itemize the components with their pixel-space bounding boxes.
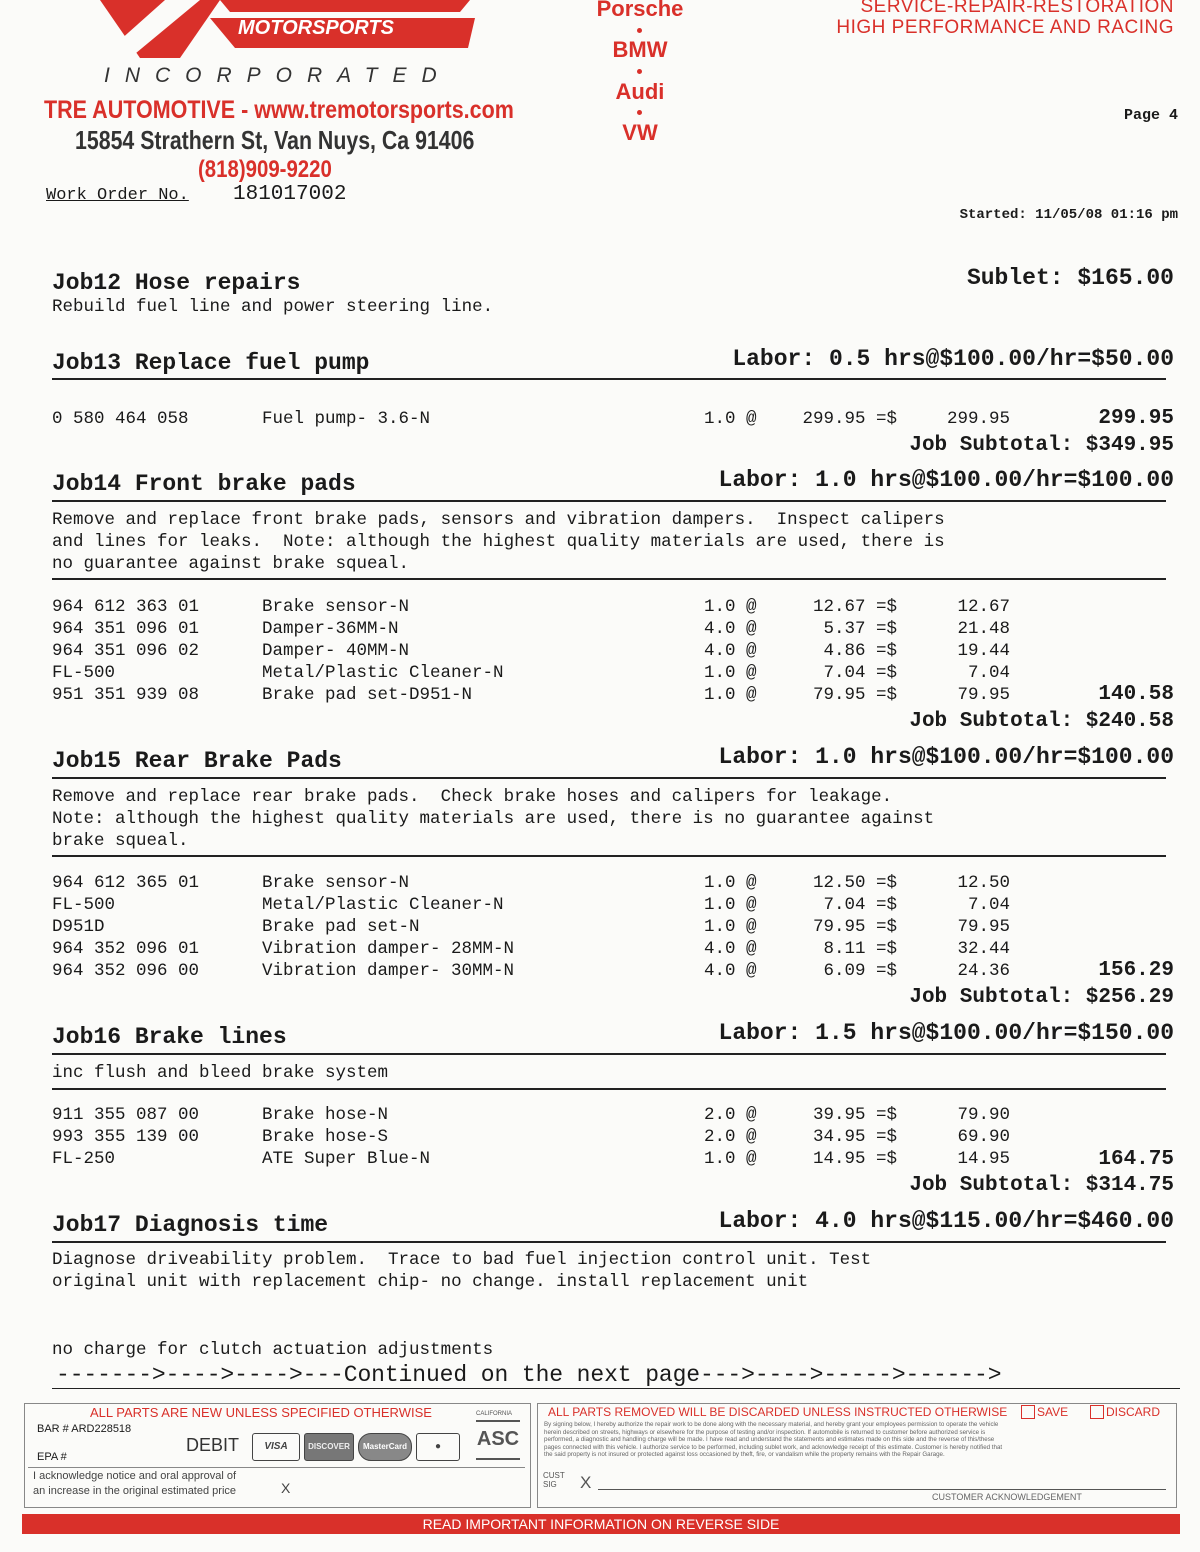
parts-new-notice: ALL PARTS ARE NEW UNLESS SPECIFIED OTHERWISE — [90, 1405, 432, 1420]
continued-rule — [52, 1388, 1180, 1389]
job14-description-line: and lines for leaks. Note: although the highest quality materials are used, there is — [52, 532, 945, 552]
parts-removed-notice: ALL PARTS REMOVED WILL BE DISCARDED UNLESS INSTRUCTED OTHERWISE — [548, 1405, 1008, 1419]
job16-description: inc flush and bleed brake system — [52, 1063, 389, 1083]
job16-parts-total: 164.75 — [1098, 1148, 1174, 1171]
brand-separator-dot — [637, 69, 642, 74]
part-unit-price: 14.95 =$ — [812, 1149, 897, 1169]
job17-description-line: original unit with replacement chip- no change. install replacement unit — [52, 1272, 809, 1292]
tagline-performance: HIGH PERFORMANCE AND RACING — [836, 17, 1174, 38]
part-description: Metal/Plastic Cleaner-N — [262, 895, 504, 915]
job13-part-price: 299.95 =$ — [802, 409, 897, 429]
job17-rule — [52, 1241, 1166, 1243]
part-description: Damper- 40MM-N — [262, 641, 410, 661]
logo-motorsports-text: MOTORSPORTS — [238, 17, 394, 39]
fine-print-line: herein described on streets, highways or elsewhere for the purpose of testing and/or inspection. If automobile is returned to customer before authorized service is — [544, 1428, 986, 1436]
part-description: Brake sensor-N — [262, 873, 410, 893]
job15-labor: Labor: 1.0 hrs@$100.00/hr=$100.00 — [718, 744, 1174, 770]
save-label: SAVE — [1037, 1405, 1069, 1419]
part-unit-price: 6.09 =$ — [823, 961, 897, 981]
ack-line1: I acknowledge notice and oral approval of — [33, 1470, 237, 1482]
part-description: Metal/Plastic Cleaner-N — [262, 663, 504, 683]
job13-title: Job13 Replace fuel pump — [52, 350, 370, 376]
part-unit-price: 8.11 =$ — [823, 939, 897, 959]
save-checkbox[interactable] — [1021, 1405, 1035, 1419]
part-qty: 4.0 @ — [704, 619, 757, 639]
ack-line2: an increase in the original estimated price — [33, 1485, 237, 1497]
job12-title: Job12 Hose repairs — [52, 270, 301, 296]
job13-subtotal: Job Subtotal: $349.95 — [909, 434, 1174, 457]
fine-print-line: By signing below, I hereby authorize the repair work to be done along with the necessary material, and hereby grant your employees permission to operate the vehicle — [544, 1421, 999, 1428]
job15-rule-top — [52, 777, 1166, 779]
ack-sign-x: X — [281, 1480, 291, 1496]
job13-part-qty: 1.0 @ — [704, 409, 757, 429]
job17-labor: Labor: 4.0 hrs@$115.00/hr=$460.00 — [718, 1208, 1174, 1234]
job15-title: Job15 Rear Brake Pads — [52, 748, 342, 774]
signature-line[interactable] — [598, 1489, 1166, 1490]
job17-title: Job17 Diagnosis time — [52, 1212, 329, 1238]
part-number: 964 351 096 01 — [52, 619, 200, 639]
part-unit-price: 39.95 =$ — [812, 1105, 897, 1125]
signature-x: X — [580, 1473, 592, 1492]
job14-description-line: no guarantee against brake squeal. — [52, 554, 410, 574]
fine-print-line: the said property is not insured or protected against loss occasioned by theft, fire, or vandalism while the property remains with the Repair Garage. — [544, 1451, 945, 1459]
part-extended: 79.95 — [957, 917, 1010, 937]
part-number: D951D — [52, 917, 105, 937]
mastercard-icon: MasterCard — [358, 1433, 412, 1461]
part-unit-price: 4.86 =$ — [823, 641, 897, 661]
cust-sig-label: CUST SIG — [543, 1471, 565, 1489]
job12-sublet: Sublet: $165.00 — [966, 265, 1174, 291]
authorization-fine-print — [544, 1421, 1172, 1459]
company-name-website: TRE AUTOMOTIVE - www.tremotorsports.com — [44, 96, 514, 124]
fine-print-line: performed, a diagnostic and handling charge will be made. I have read and understand the statements and estimates made on this side and the reverse of this/these — [544, 1436, 995, 1444]
part-unit-price: 5.37 =$ — [823, 619, 897, 639]
job16-rule-top — [52, 1053, 1166, 1055]
job13-part-number: 0 580 464 058 — [52, 409, 189, 429]
part-unit-price: 7.04 =$ — [823, 663, 897, 683]
part-extended: 12.50 — [957, 873, 1010, 893]
job13-labor: Labor: 0.5 hrs@$100.00/hr=$50.00 — [732, 346, 1174, 372]
part-extended: 69.90 — [957, 1127, 1010, 1147]
part-extended: 32.44 — [957, 939, 1010, 959]
part-extended: 19.44 — [957, 641, 1010, 661]
part-description: Vibration damper- 30MM-N — [262, 961, 515, 981]
job16-labor: Labor: 1.5 hrs@$100.00/hr=$150.00 — [718, 1020, 1174, 1046]
job14-title: Job14 Front brake pads — [52, 471, 356, 497]
page-number: Page 4 — [1123, 107, 1178, 124]
bar-number: BAR # ARD228518 — [37, 1423, 132, 1435]
part-number: 911 355 087 00 — [52, 1105, 200, 1125]
brand-bmw: BMW — [612, 37, 668, 62]
part-number: FL-500 — [52, 663, 116, 683]
job16-subtotal: Job Subtotal: $314.75 — [909, 1174, 1174, 1197]
part-qty: 1.0 @ — [704, 895, 757, 915]
brand-separator-dot — [637, 110, 642, 115]
job12-description: Rebuild fuel line and power steering line. — [52, 297, 494, 317]
part-description: Brake pad set-N — [262, 917, 420, 937]
footer-divider — [28, 1467, 525, 1468]
part-extended: 21.48 — [957, 619, 1010, 639]
brand-separator-dot — [637, 28, 642, 33]
job15-subtotal: Job Subtotal: $256.29 — [909, 986, 1174, 1009]
part-qty: 1.0 @ — [704, 597, 757, 617]
part-number: 964 612 363 01 — [52, 597, 200, 617]
job16-title: Job16 Brake lines — [52, 1024, 287, 1050]
part-qty: 2.0 @ — [704, 1127, 757, 1147]
job14-rule-top — [52, 500, 1166, 502]
part-extended: 7.04 — [967, 663, 1010, 683]
part-extended: 24.36 — [957, 961, 1010, 981]
part-number: 964 352 096 00 — [52, 961, 200, 981]
part-description: ATE Super Blue-N — [262, 1149, 431, 1169]
part-extended: 79.95 — [957, 685, 1010, 705]
part-description: Brake hose-N — [262, 1105, 389, 1125]
part-description: Vibration damper- 28MM-N — [262, 939, 515, 959]
part-number: 951 351 939 08 — [52, 685, 200, 705]
amex-card-icon: ● — [416, 1433, 460, 1461]
work-order-number: 181017002 — [233, 183, 347, 206]
part-number: FL-250 — [52, 1149, 116, 1169]
job15-description-line: Remove and replace rear brake pads. Check brake hoses and calipers for leakage. — [52, 787, 893, 807]
job17-description-line: Diagnose driveability problem. Trace to bad fuel injection control unit. Test — [52, 1250, 872, 1270]
job15-rule-bottom — [52, 855, 1166, 857]
discover-card-icon: DISCOVER — [304, 1433, 354, 1461]
part-extended: 79.90 — [957, 1105, 1010, 1125]
part-qty: 4.0 @ — [704, 939, 757, 959]
customer-ack-label: CUSTOMER ACKNOWLEDGEMENT — [932, 1492, 1082, 1502]
job15-description-line: brake squeal. — [52, 831, 189, 851]
job13-part-ext: 299.95 — [946, 409, 1010, 429]
brand-porsche: Porsche — [596, 0, 684, 21]
part-unit-price: 12.50 =$ — [812, 873, 897, 893]
discard-checkbox[interactable] — [1090, 1405, 1104, 1419]
job13-parts-total: 299.95 — [1098, 407, 1174, 430]
brand-audi: Audi — [615, 79, 665, 104]
job14-parts-total: 140.58 — [1098, 683, 1174, 706]
part-number: 964 352 096 01 — [52, 939, 200, 959]
epa-number: EPA # — [37, 1451, 67, 1463]
part-qty: 4.0 @ — [704, 961, 757, 981]
reverse-side-banner: READ IMPORTANT INFORMATION ON REVERSE SIDE — [22, 1514, 1180, 1534]
job14-subtotal: Job Subtotal: $240.58 — [909, 710, 1174, 733]
company-phone: (818)909-9220 — [198, 156, 332, 183]
debit-label: DEBIT — [186, 1435, 240, 1455]
part-extended: 12.67 — [957, 597, 1010, 617]
tagline-service: SERVICE-REPAIR-RESTORATION — [860, 0, 1174, 17]
part-qty: 1.0 @ — [704, 873, 757, 893]
part-unit-price: 7.04 =$ — [823, 895, 897, 915]
job14-labor: Labor: 1.0 hrs@$100.00/hr=$100.00 — [718, 467, 1174, 493]
part-description: Brake sensor-N — [262, 597, 410, 617]
part-qty: 1.0 @ — [704, 685, 757, 705]
job15-description-line: Note: although the highest quality materials are used, there is no guarantee against — [52, 809, 935, 829]
asc-logo: ASC — [476, 1420, 520, 1460]
no-charge-note: no charge for clutch actuation adjustments — [52, 1340, 494, 1360]
fine-print-line: pages connected with this vehicle. I authorize service to be performed, including sublet work, and acknowledge receipt of this estimate. Customer is hereby notified that — [544, 1443, 1003, 1451]
job16-rule-bottom — [52, 1088, 1166, 1090]
part-unit-price: 12.67 =$ — [812, 597, 897, 617]
part-qty: 2.0 @ — [704, 1105, 757, 1125]
visa-card-icon: VISA — [252, 1433, 300, 1461]
part-unit-price: 79.95 =$ — [812, 917, 897, 937]
part-description: Brake hose-S — [262, 1127, 389, 1147]
part-qty: 1.0 @ — [704, 917, 757, 937]
job14-description-line: Remove and replace front brake pads, sensors and vibration dampers. Inspect calipers — [52, 510, 945, 530]
continued-note: ------->---->---->---Continued on the next page--->---->----->------> — [56, 1362, 1002, 1388]
part-description: Brake pad set-D951-N — [262, 685, 473, 705]
part-number: 964 351 096 02 — [52, 641, 200, 661]
california-label: CALIFORNIA — [476, 1411, 513, 1417]
work-order-label: Work Order No. — [46, 186, 189, 205]
job13-rule — [52, 378, 1166, 380]
incorporated-text: INCORPORATED — [104, 64, 452, 87]
part-unit-price: 79.95 =$ — [812, 685, 897, 705]
part-qty: 4.0 @ — [704, 641, 757, 661]
company-address: 15854 Strathern St, Van Nuys, Ca 91406 — [75, 125, 475, 155]
part-description: Damper-36MM-N — [262, 619, 399, 639]
part-qty: 1.0 @ — [704, 1149, 757, 1169]
job13-part-desc: Fuel pump- 3.6-N — [262, 409, 431, 429]
brand-vw: VW — [622, 120, 658, 145]
part-number: 993 355 139 00 — [52, 1127, 200, 1147]
part-unit-price: 34.95 =$ — [812, 1127, 897, 1147]
started-date: Started: 11/05/08 01:16 pm — [959, 207, 1178, 223]
job15-parts-total: 156.29 — [1098, 959, 1174, 982]
part-number: FL-500 — [52, 895, 116, 915]
part-extended: 14.95 — [957, 1149, 1010, 1169]
part-extended: 7.04 — [967, 895, 1010, 915]
part-number: 964 612 365 01 — [52, 873, 200, 893]
job14-rule-bottom — [52, 578, 1166, 580]
discard-label: DISCARD — [1106, 1405, 1161, 1419]
part-qty: 1.0 @ — [704, 663, 757, 683]
